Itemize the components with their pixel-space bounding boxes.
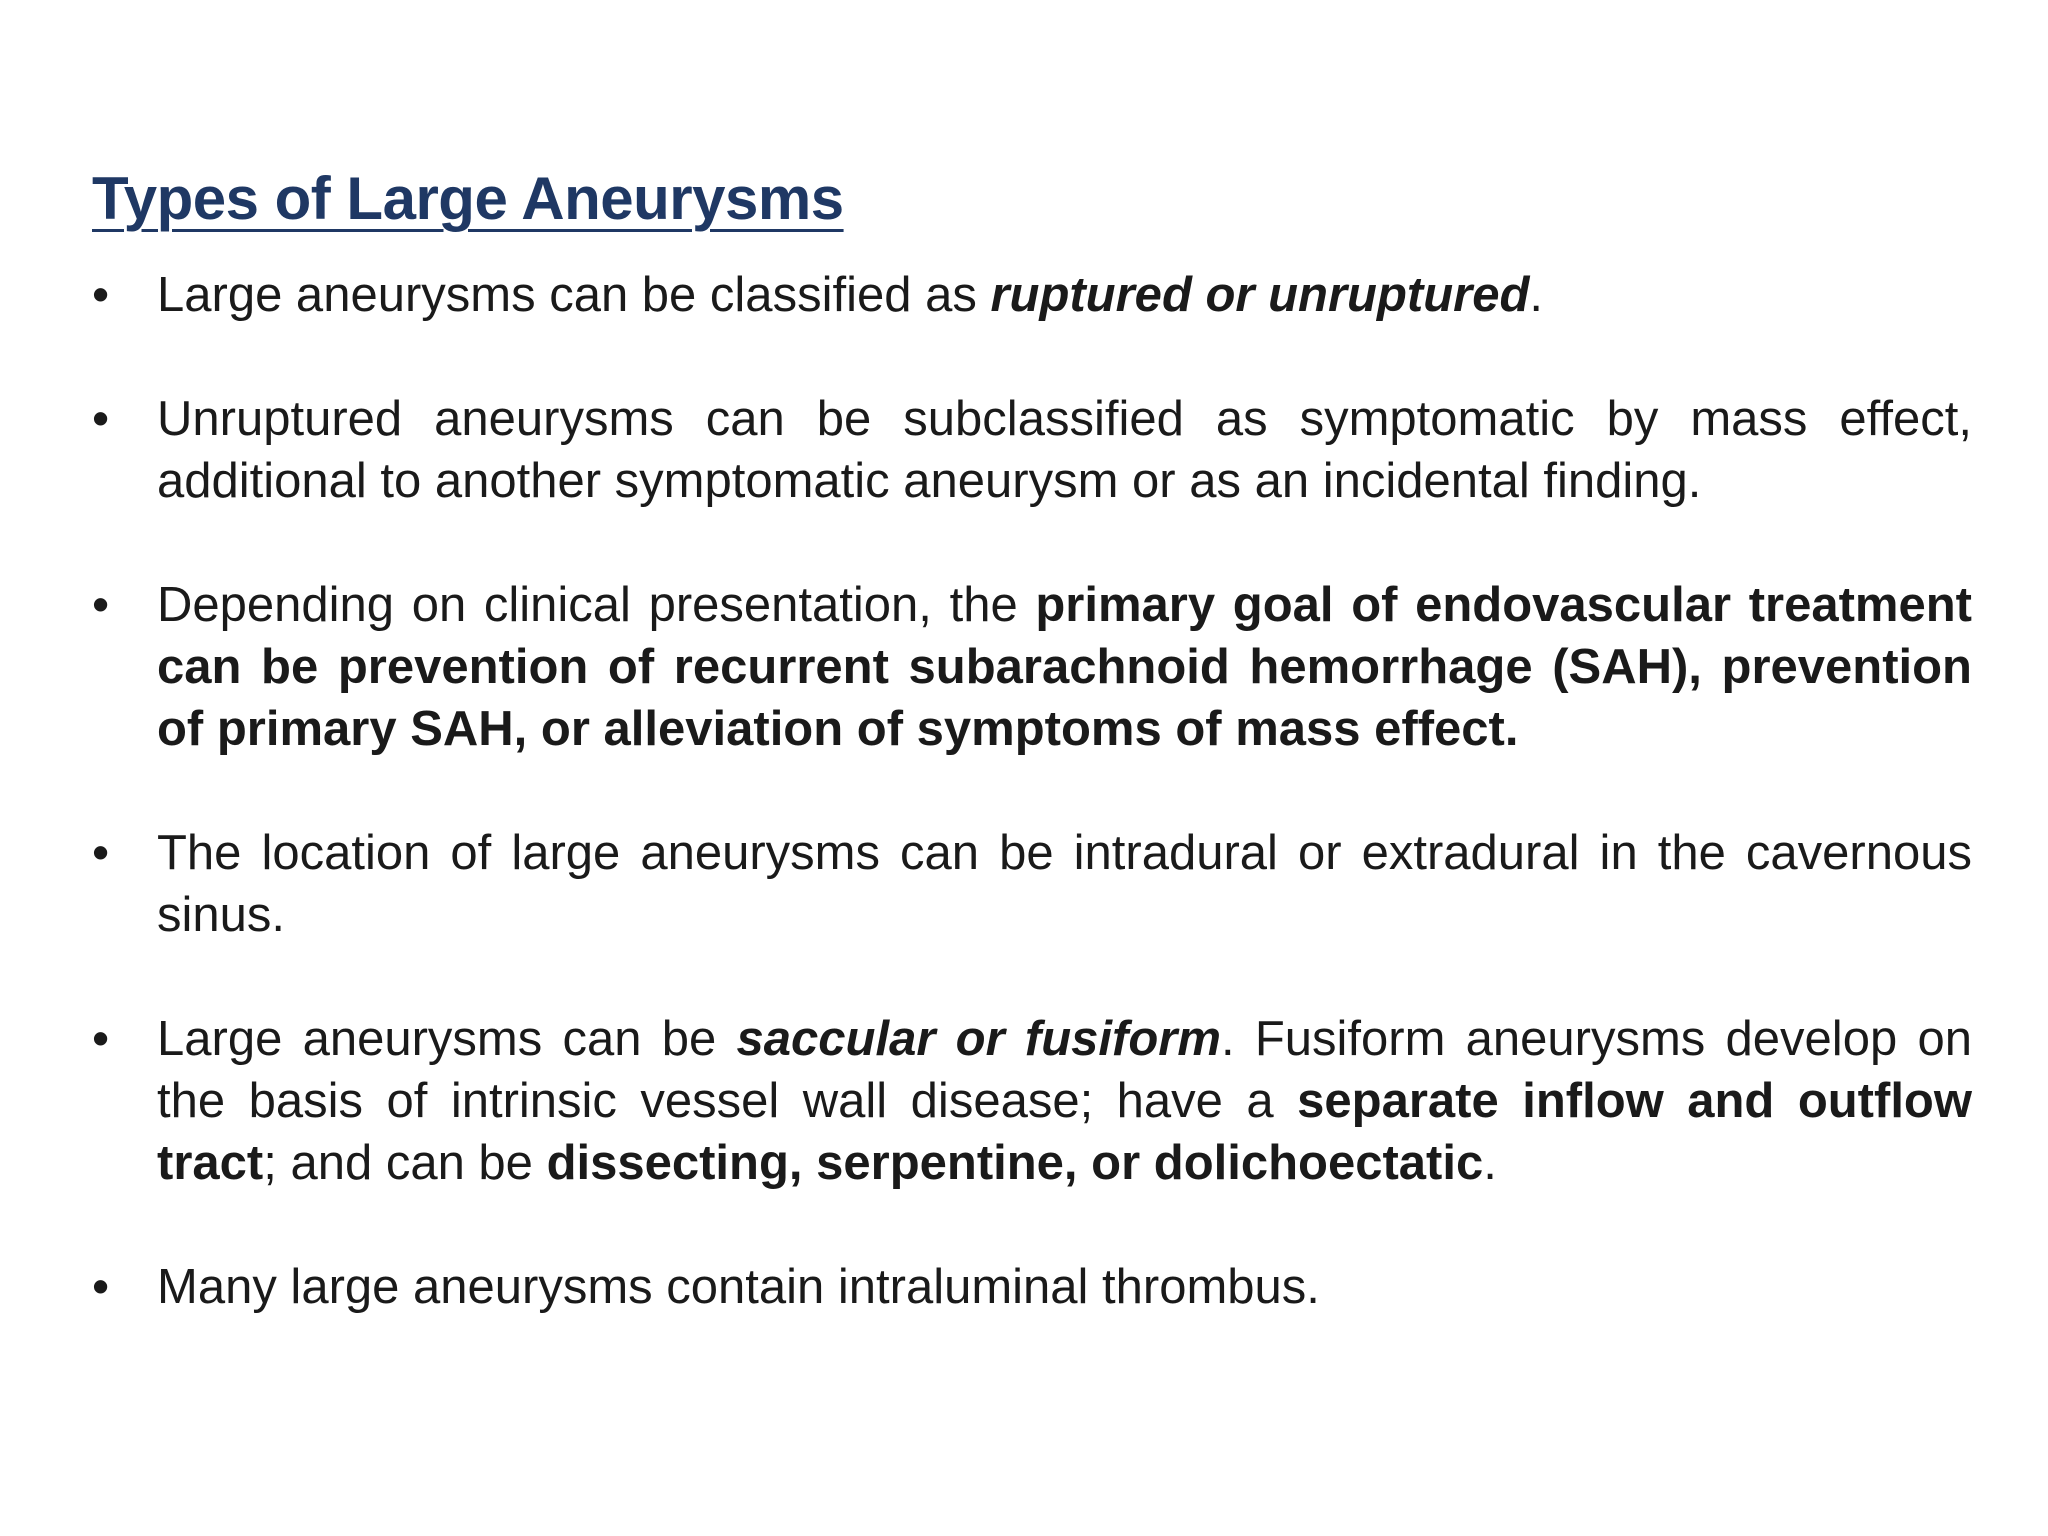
bullet-marker: •: [92, 1012, 110, 1066]
bullet-text: Depending on clinical presentation, the: [157, 578, 1036, 632]
bullet-emphasis-text: ruptured or unruptured: [990, 268, 1530, 322]
bullet-text: Large aneurysms can be: [157, 1012, 737, 1066]
bullet-text: The location of large aneurysms can be intradural or extradural in the cavernous sinus.: [157, 826, 1972, 942]
bullet-marker: •: [92, 578, 110, 632]
bullet-item: [92, 264, 1972, 326]
bullet-item: [92, 574, 1972, 760]
bullet-marker: •: [92, 392, 110, 446]
bullet-item: [92, 1256, 1972, 1318]
bullet-marker: •: [92, 268, 110, 322]
bullet-emphasis-text: saccular or fusiform: [736, 1012, 1221, 1066]
bullet-text: . Fusiform aneurysms develop on the basis of intrinsic vessel wall disease; have a: [157, 1012, 1972, 1128]
bullet-text: .: [1483, 1136, 1497, 1190]
bullet-item: [92, 1008, 1972, 1194]
bullet-emphasis-text: primary goal of endovascular treatment can be prevention of recurrent subarachnoid hemorrhage (SAH), prevention of primary SAH, or alleviation of symptoms of mass effect.: [157, 578, 1972, 756]
bullet-list: [92, 264, 1972, 1318]
bullet-marker: •: [92, 1260, 110, 1314]
bullet-marker: •: [92, 826, 110, 880]
bullet-emphasis-text: separate inflow and outflow tract: [157, 1074, 1972, 1190]
bullet-text: Unruptured aneurysms can be subclassified as symptomatic by mass effect, additional to another symptomatic aneurysm or as an incidental finding.: [157, 392, 1972, 508]
slide-title: Types of Large Aneurysms: [92, 165, 844, 232]
bullet-item: [92, 388, 1972, 512]
bullet-text: .: [1529, 268, 1544, 322]
bullet-text: Large aneurysms can be classified as: [157, 268, 991, 322]
bullet-text: ; and can be: [263, 1136, 547, 1190]
bullet-text: Many large aneurysms contain intraluminal thrombus.: [157, 1260, 1320, 1314]
bullet-item: [92, 822, 1972, 946]
bullet-emphasis-text: dissecting, serpentine, or dolichoectatic: [546, 1136, 1484, 1190]
